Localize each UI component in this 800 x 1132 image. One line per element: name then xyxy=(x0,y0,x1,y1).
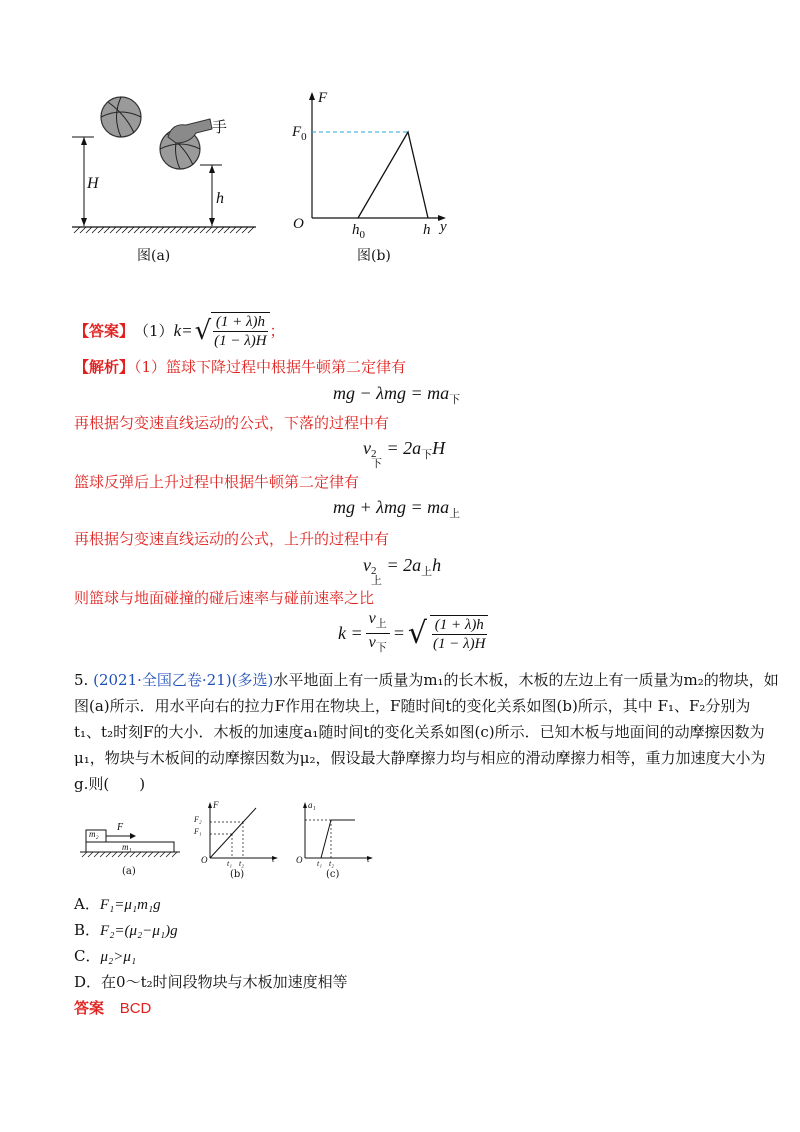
graph-b-h-label: h xyxy=(423,222,431,238)
question-line-1: 5. (2021·全国乙卷·21)(多选)水平地面上有一质量为m₁的长木板，木板的左边上有一质量为m₂的物块，如 xyxy=(74,671,779,689)
analysis-line-2: 再根据匀变速直线运动的公式，下落的过程中有 xyxy=(74,414,390,432)
small-b-t2-label: t₂ xyxy=(239,859,245,868)
question-source: (2021·全国乙卷·21)(多选) xyxy=(93,671,274,689)
option-a[interactable]: A．F₁=μ₁m₁g xyxy=(74,895,161,913)
graph-b-x-axis-label: y xyxy=(440,219,447,235)
small-a-F-label: F xyxy=(117,822,124,833)
equation-4: v 2 上 = $2a_上h$ xyxy=(363,555,442,587)
graph-b-origin-label: O xyxy=(293,216,304,232)
small-b-F1-label: F₁ xyxy=(194,827,202,836)
hand-label: 手 xyxy=(212,120,228,136)
option-c[interactable]: C．μ₂>μ₁ xyxy=(74,947,137,965)
equation-1: mg − $\lambda mg = ma_下$ xyxy=(333,383,461,406)
question-line-4: μ₁，物块与木板间的动摩擦因数为μ₂，假设最大静摩擦力均与相应的滑动摩擦力相等，重力加速度大小为 xyxy=(74,749,766,767)
small-b-t1-label: t₁ xyxy=(227,859,233,868)
small-figure-c-graph xyxy=(295,800,375,866)
height-H-label: H xyxy=(87,175,99,192)
question-line-2: 图(a)所示．用水平向右的拉力F作用在物块上，F随时间t的变化关系如图(b)所示，其中 F₁、F₂分别为 xyxy=(74,697,751,715)
figure-a-basketball xyxy=(60,85,270,245)
small-b-F-label: F xyxy=(213,800,219,810)
option-b[interactable]: B．F₂=(μ₂−μ₁)g xyxy=(74,921,178,939)
small-figure-b-graph xyxy=(200,800,280,866)
small-a-m2-label: m₂ xyxy=(89,829,99,839)
question-line-3: t₁、t₂时刻F的大小．木板的加速度a₁随时间t的变化关系如图(c)所示．已知木板与地面间的动摩擦因数为 xyxy=(74,723,765,741)
small-c-t-label: t xyxy=(367,854,370,864)
question-number: 5. xyxy=(74,671,89,689)
basketball-high-icon xyxy=(101,97,141,137)
height-h-label: h xyxy=(216,190,224,207)
small-a-caption: (a) xyxy=(122,866,136,877)
equation-2: v 2 下 = $2a_下H$ xyxy=(363,438,446,470)
figure-b-force-graph xyxy=(290,88,450,228)
graph-b-h0-label: $h_0$ xyxy=(352,222,365,241)
answer-line: 【答案】 （1） k= √ $\frac{(1 + \lambda)h}{(1 - \lambda)H}$ ； xyxy=(74,314,285,349)
small-c-t1-label: t₁ xyxy=(317,859,323,868)
small-b-O-label: O xyxy=(201,855,208,865)
graph-b-y-axis-label: F xyxy=(318,90,328,106)
small-c-caption: (c) xyxy=(326,869,340,880)
small-b-F2-label: F₂ xyxy=(194,815,202,824)
option-d[interactable]: D．在0～t₂时间段物块与木板加速度相等 xyxy=(74,973,348,991)
analysis-line-4: 再根据匀变速直线运动的公式，上升的过程中有 xyxy=(74,530,390,548)
small-c-t2-label: t₂ xyxy=(329,859,335,868)
figure-b-caption: 图(b) xyxy=(357,248,391,264)
small-a-m1-label: m₁ xyxy=(122,842,132,852)
equation-3: mg + $\lambda mg = ma_上$ xyxy=(333,497,461,520)
small-c-a1-label: a₁ xyxy=(308,800,316,810)
graph-b-F0-label: $F_0$ xyxy=(292,124,307,143)
question-line-5: g.则( ) xyxy=(74,775,146,793)
hand-icon xyxy=(168,119,212,143)
equation-5: k = $\frac{v_上}{v_下}$ = √ $\frac{(1 + \lambda)h}{(1 - \lambda)H}$ xyxy=(338,610,488,657)
small-b-t-label: t xyxy=(272,854,275,864)
analysis-line-3: 篮球反弹后上升过程中根据牛顿第二定律有 xyxy=(74,473,360,491)
answer-tag: 【答案】 xyxy=(74,322,135,340)
analysis-tag: 【解析】 xyxy=(74,358,135,376)
small-b-caption: (b) xyxy=(230,869,245,880)
figure-a-caption: 图(a) xyxy=(137,248,171,264)
small-c-O-label: O xyxy=(296,855,303,865)
final-answer: 答案 BCD xyxy=(74,999,152,1017)
analysis-line-1: 【解析】（1）篮球下降过程中根据牛顿第二定律有 xyxy=(74,358,407,376)
analysis-line-5: 则篮球与地面碰撞的碰后速率与碰前速率之比 xyxy=(74,589,375,607)
